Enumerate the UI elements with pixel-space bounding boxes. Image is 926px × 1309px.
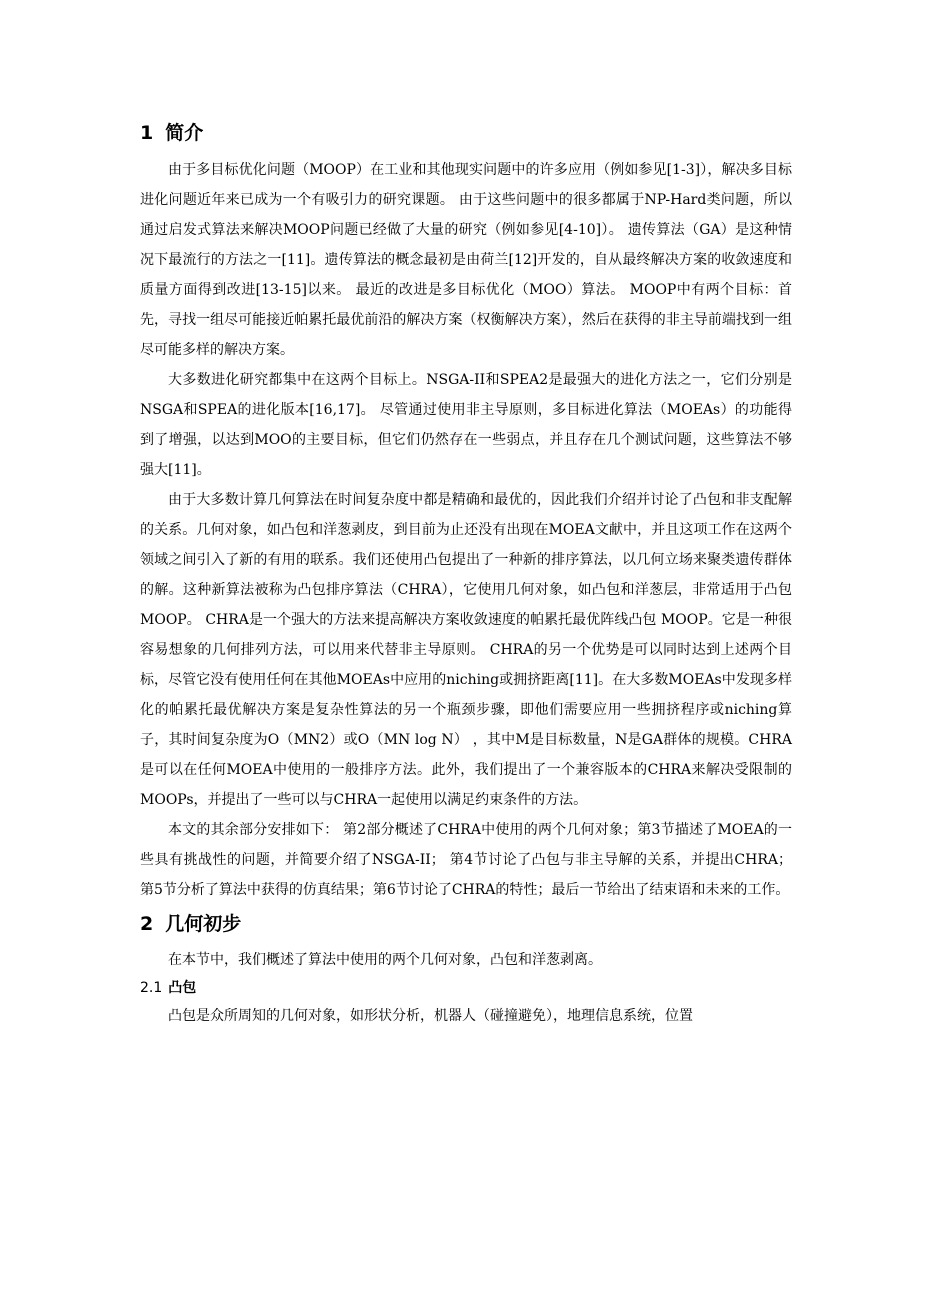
subsection-number: 2.1 — [140, 980, 163, 996]
section-number: 2 — [140, 913, 154, 935]
section-intro-paragraph: 在本节中，我们概述了算法中使用的两个几何对象，凸包和洋葱剥离。 — [168, 952, 602, 968]
subsection-title: 凸包 — [168, 980, 197, 996]
section-number: 1 — [140, 122, 154, 144]
subsection-heading-convex-hull — [140, 975, 792, 1001]
paragraph: 由于大多数计算几何算法在时间复杂度中都是精确和最优的，因此我们介绍并讨论了凸包和非支配解的关系。几何对象，如凸包和洋葱剥皮，到目前为止还没有出现在MOEA文献中，并且这项工作在这两个领域之间引入了新的有用的联系。我们还使用凸包提出了一种新的排序算法，以几何立场来聚类遗传群体的解。这种新算法被称为凸包排序算法（CHRA），它使用几何对象，如凸包和洋葱层，非常适用于凸包MOOP。 CHRA是一个强大的方法来提高解决方案收敛速度的帕累托最优阵线凸包 MOOP。它是一种很容易想象的几何排列方法，可以用来代替非主导原则。 CHRA的另一个优势是可以同时达到上述两个目标，尽管它没有使用任何在其他MOEAs中应用的niching或拥挤距离[11]。在大多数MOEAs中发现多样化的帕累托最优解决方案是复杂性算法的另一个瓶颈步骤，即他们需要应用一些拥挤程序或niching算子，其时间复杂度为O（MN2）或O（MN log N） ，其中M是目标数量，N是GA群体的规模。CHRA是可以在任何MOEA中使用的一般排序方法。此外，我们提出了一个兼容版本的CHRA来解决受限制的MOOPs，并提出了一些可以与CHRA一起使用以满足约束条件的方法。 — [140, 492, 792, 808]
section-title: 几何初步 — [165, 913, 242, 935]
section-heading-geometry — [140, 909, 792, 939]
paragraph: 由于多目标优化问题（MOOP）在工业和其他现实问题中的许多应用（例如参见[1-3]），解决多目标进化问题近年来已成为一个有吸引力的研究课题。 由于这些问题中的很多都属于NP-Hard类问题，所以通过启发式算法来解决MOOP问题已经做了大量的研究（例如参见[4-10]）。 遗传算法（GA）是这种情况下最流行的方法之一[11]。遗传算法的概念最初是由荷兰[12]开发的，自从最终解决方案的收敛速度和质量方面得到改进[13-15]以来。 最近的改进是多目标优化（MOO）算法。 MOOP中有两个目标：首先，寻找一组尽可能接近帕累托最优前沿的解决方案（权衡解决方案），然后在获得的非主导前端找到一组尽可能多样的解决方案。 — [140, 162, 792, 358]
paragraph: 凸包是众所周知的几何对象，如形状分析，机器人（碰撞避免），地理信息系统，位置 — [168, 1008, 693, 1024]
paper-page — [140, 118, 792, 1031]
section-heading-introduction — [140, 118, 792, 148]
paragraph: 本文的其余部分安排如下： 第2部分概述了CHRA中使用的两个几何对象；第3节描述了MOEA的一些具有挑战性的问题，并简要介绍了NSGA-II； 第4节讨论了凸包与非主导解的关系，并提出CHRA； 第5节分析了算法中获得的仿真结果；第6节讨论了CHRA的特性；最后一节给出了结束语和未来的工作。 — [140, 822, 792, 898]
section-title: 简介 — [165, 122, 204, 144]
paragraph: 大多数进化研究都集中在这两个目标上。NSGA-II和SPEA2是最强大的进化方法之一，它们分别是NSGA和SPEA的进化版本[16,17]。 尽管通过使用非主导原则，多目标进化算法（MOEAs）的功能得到了增强，以达到MOO的主要目标，但它们仍然存在一些弱点，并且存在几个测试问题，这些算法不够强大[11]。 — [140, 372, 792, 478]
